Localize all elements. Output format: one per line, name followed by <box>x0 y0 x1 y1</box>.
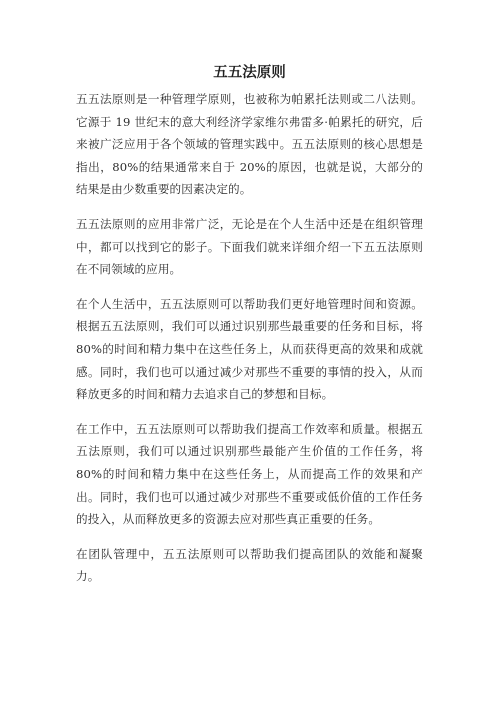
paragraph-team-management: 在团队管理中，五五法原则可以帮助我们提高团队的效能和凝聚力。 <box>76 546 423 584</box>
paragraph-personal-life: 在个人生活中，五五法原则可以帮助我们更好地管理时间和资源。根据五五法原则，我们可以通过识别那些最重要的任务和目标，将 80%的时间和精力集中在这些任务上，从而获得更高的效果和成就感。同时，我们也可以通过减少对那些不重要的事情的投入，从而释放更多的时间和精力去追求自己的梦想和目标。 <box>76 296 423 402</box>
paragraph-applications: 五五法原则的应用非常广泛，无论是在个人生活中还是在组织管理中，都可以找到它的影子。下面我们就来详细介绍一下五五法原则在不同领域的应用。 <box>76 216 423 277</box>
document-title: 五五法原则 <box>213 65 286 81</box>
paragraph-work: 在工作中，五五法原则可以帮助我们提高工作效率和质量。根据五五法原则，我们可以通过识别那些最能产生价值的工作任务，将 80%的时间和精力集中在这些任务上，从而提高工作的效果和产出。同时，我们也可以通过减少对那些不重要或低价值的工作任务的投入，从而释放更多的资源去应对那些真正重要的任务。 <box>76 421 423 527</box>
document-page <box>76 62 423 600</box>
paragraph-intro: 五五法原则是一种管理学原则，也被称为帕累托法则或二八法则。它源于 19 世纪末的意大利经济学家维尔弗雷多·帕累托的研究，后来被广泛应用于各个领域的管理实践中。五五法原则的核心思想是指出，80%的结果通常来自于 20%的原因，也就是说，大部分的结果是由少数重要的因素决定的。 <box>76 92 423 197</box>
